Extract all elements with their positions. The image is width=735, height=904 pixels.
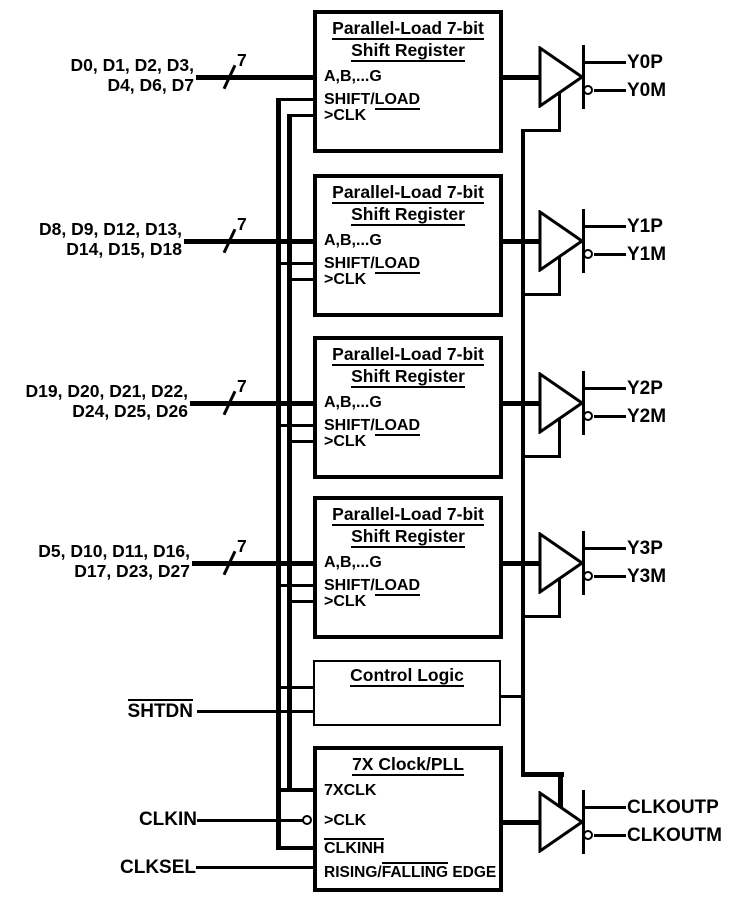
shift-register-block-0 [313,10,503,153]
inversion-bubble-2 [583,411,593,421]
clk-input-bubble [302,815,312,825]
clock-buffer-triangle [538,791,584,853]
wire-data-bus-0 [196,75,313,80]
clock-pll-title: 7X Clock/PLL [352,754,464,774]
wire-buffer-input-1 [503,239,539,244]
buffer-triangle-0 [538,46,584,108]
wire-clksel [196,866,313,869]
data-inputs-label-3: D5, D10, D11, D16, D17, D23, D27 [38,541,190,581]
wire-output-m-0 [594,89,626,92]
wire-buffer-enable-h-2 [521,455,561,458]
inversion-bubble-1 [583,249,593,259]
clkin-label: CLKIN [138,809,197,830]
output-label-y0m: Y0M [627,80,667,101]
wire-shutdown [197,710,313,713]
wire-data-bus-2 [190,401,313,406]
shift-register-block-2 [313,336,503,479]
pin-data-3: A,B,...G [324,554,382,571]
output-label-y2p: Y2P [627,378,663,399]
output-label-y3p: Y3P [627,538,663,559]
wire-output-m-1 [594,253,626,256]
wire-clk-bus [287,114,292,792]
wire-shift-branch-1 [276,262,313,265]
pin-shift-load-1: SHIFT/LOAD [324,255,420,272]
pin-shift-load-2: SHIFT/LOAD [324,417,420,434]
control-logic-block [313,660,501,726]
shift-register-block-1 [313,174,503,317]
output-label-y3m: Y3M [627,566,667,587]
shift-register-title-3: Parallel-Load 7-bit Shift Register [332,504,484,546]
clksel-label: CLKSEL [120,857,196,878]
wire-output-bar-2 [582,371,585,435]
wire-control-upper-input [276,686,313,689]
wire-buffer-enable-h-0 [521,129,561,132]
pin-data-1: A,B,...G [324,232,382,249]
shift-register-block-3 [313,496,503,639]
inversion-bubble-3 [583,571,593,581]
shift-register-title-2: Parallel-Load 7-bit Shift Register [332,344,484,386]
data-inputs-label-2: D19, D20, D21, D22, D24, D25, D26 [25,381,188,421]
wire-output-bar-1 [582,209,585,273]
pin-pll-clk: >CLK [324,812,367,829]
pin-clk-0: >CLK [324,107,367,124]
wire-clkin [197,819,303,822]
bus-width-label-2: 7 [237,376,247,396]
wire-clk-branch-2 [287,440,313,443]
pin-edge-select: RISING/FALLING EDGE [324,864,497,881]
wire-buffer-enable-h-1 [521,293,561,296]
wire-clkout-p [584,806,626,809]
wire-clkinh [276,846,313,850]
pin-clkinh: CLKINH [324,840,385,857]
wire-clock-output-bar [582,790,585,854]
pin-clk-3: >CLK [324,593,367,610]
data-inputs-label-0: D0, D1, D2, D3, D4, D6, D7 [70,55,194,95]
buffer-triangle-3 [538,532,584,594]
wire-clk-branch-1 [287,278,313,281]
wire-clk-branch-0 [287,114,313,117]
wire-output-p-1 [584,225,626,228]
output-label-clkoutm: CLKOUTM [627,825,722,846]
wire-buffer-input-3 [503,561,539,566]
wire-7xclk [276,788,313,792]
wire-shift-branch-3 [276,584,313,587]
wire-output-m-2 [594,415,626,418]
wire-buffer-enable-h-3 [521,615,561,618]
output-label-y1p: Y1P [627,216,663,237]
shift-register-title-0: Parallel-Load 7-bit Shift Register [332,18,484,60]
wire-enable-bus [521,129,525,777]
clock-inversion-bubble [583,830,593,840]
buffer-triangle-1 [538,210,584,272]
data-inputs-label-1: D8, D9, D12, D13, D14, D15, D18 [39,219,182,259]
shift-register-title-1: Parallel-Load 7-bit Shift Register [332,182,484,224]
wire-output-m-3 [594,575,626,578]
wire-buffer-input-2 [503,401,539,406]
wire-output-p-0 [584,61,626,64]
output-label-y2m: Y2M [627,406,667,427]
pin-clk-2: >CLK [324,433,367,450]
wire-output-p-3 [584,547,626,550]
inversion-bubble-0 [583,85,593,95]
pin-shift-load-0: SHIFT/LOAD [324,91,420,108]
bus-width-label-0: 7 [237,50,247,70]
output-label-y1m: Y1M [627,244,667,265]
wire-shift-branch-0 [276,98,313,101]
bus-width-label-1: 7 [237,214,247,234]
output-label-clkoutp: CLKOUTP [627,797,719,818]
pin-data-0: A,B,...G [324,68,382,85]
wire-output-bar-3 [582,531,585,595]
wire-output-bar-0 [582,45,585,109]
control-logic-title: Control Logic [350,665,464,685]
wire-clk-branch-3 [287,600,313,603]
wire-clkout-m [594,834,626,837]
wire-buffer-input-0 [503,75,539,80]
shutdown-label: SHTDN [127,701,193,722]
output-label-y0p: Y0P [627,52,663,73]
wire-data-bus-1 [184,239,313,244]
wire-control-to-enable-bus [501,695,521,698]
pin-shift-load-3: SHIFT/LOAD [324,577,420,594]
clock-pll-block [313,746,503,892]
pin-clk-1: >CLK [324,271,367,288]
wire-output-p-2 [584,387,626,390]
wire-clock-buffer-input [503,820,539,825]
pin-7xclk: 7XCLK [324,782,377,799]
buffer-triangle-2 [538,372,584,434]
pin-data-2: A,B,...G [324,394,382,411]
wire-data-bus-3 [192,561,313,566]
wire-shift-branch-2 [276,424,313,427]
wire-shift-load-bus [276,98,281,850]
bus-width-label-3: 7 [237,536,247,556]
